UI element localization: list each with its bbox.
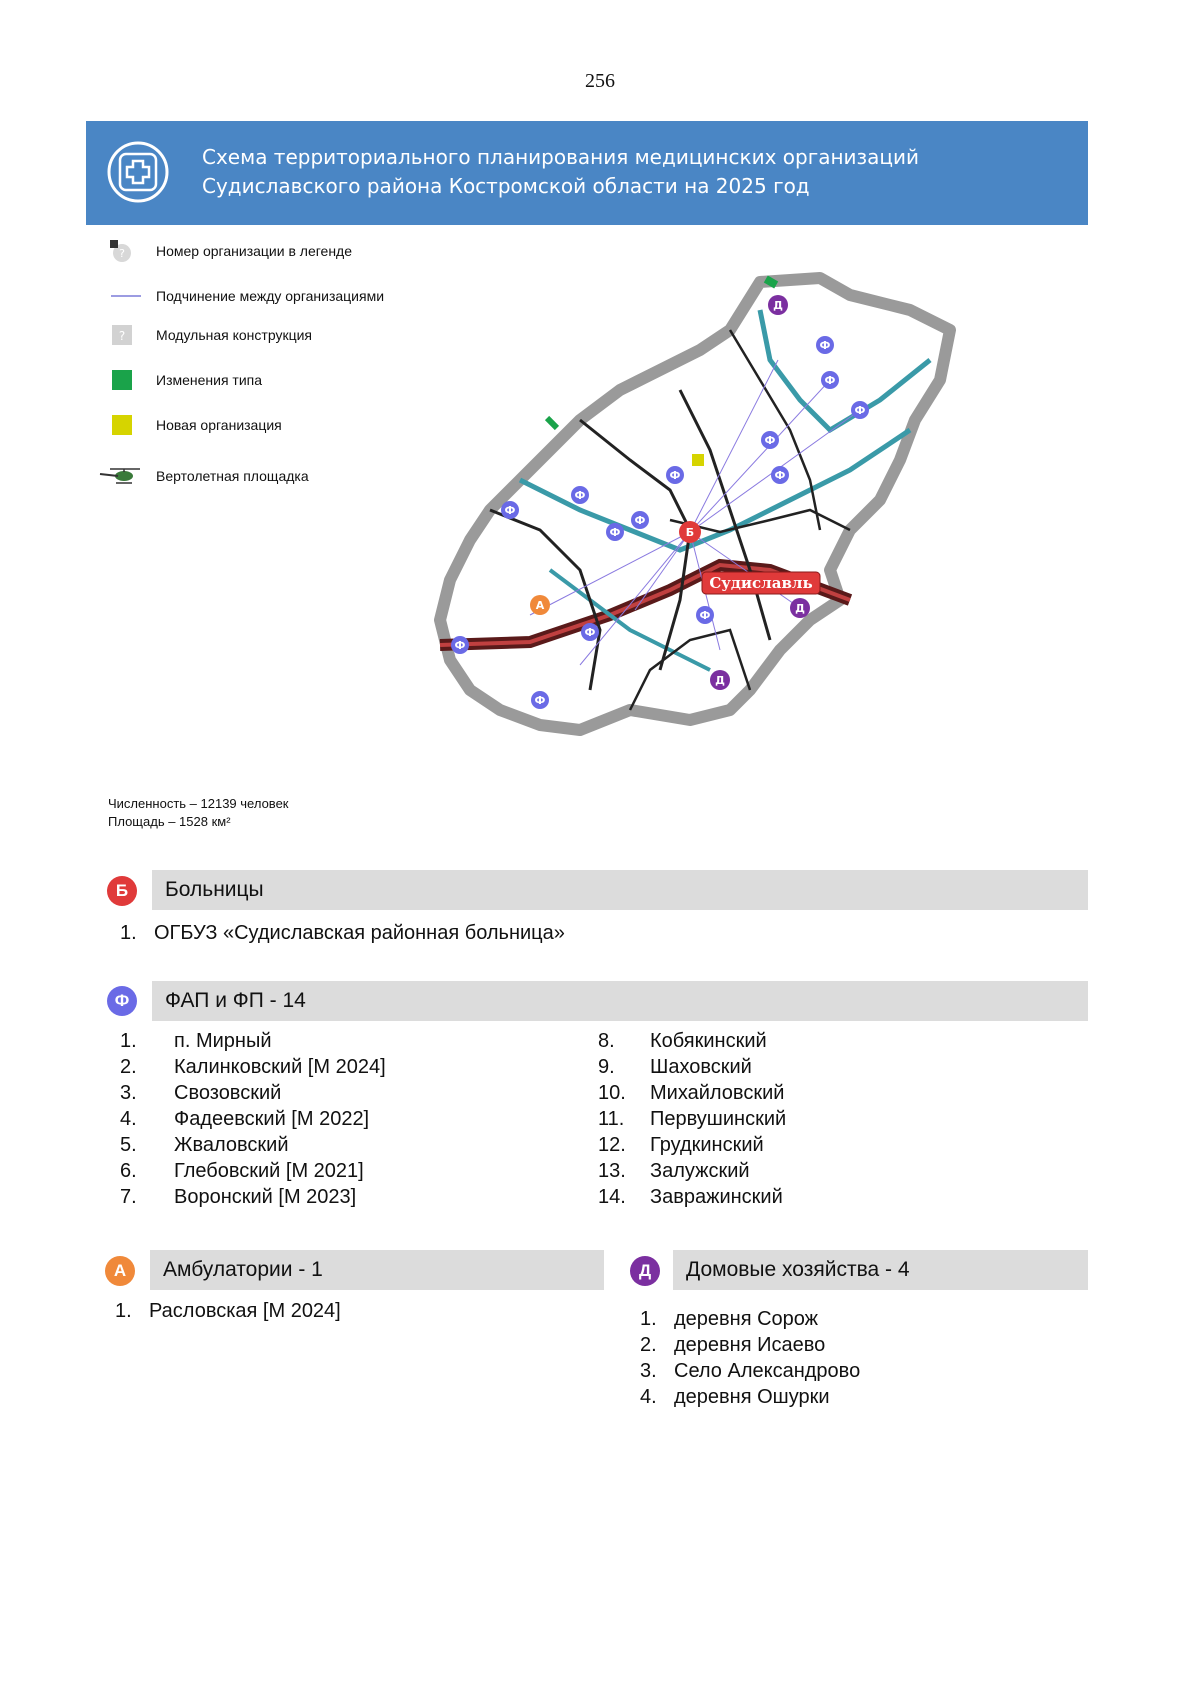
legend-item-type-change: [96, 365, 262, 395]
fap-list-col1: [120, 1028, 386, 1210]
list-item-number: 3.: [640, 1360, 657, 1382]
population-text: Численность – 12139 человек: [108, 796, 289, 811]
map-household-marker-label: Д: [715, 674, 725, 687]
list-item-number: 3.: [120, 1082, 137, 1104]
new-organization-icon: [96, 410, 146, 440]
households-badge: Д: [630, 1256, 660, 1286]
banner-title: [202, 143, 1062, 201]
medical-cross-icon: [106, 140, 170, 204]
map-fap-marker-label: Ф: [454, 639, 466, 652]
ambulatories-title: Амбулатории - 1: [163, 1258, 323, 1281]
modular-construction-icon: [96, 320, 146, 350]
number-badge-icon: [96, 236, 146, 266]
list-item: [598, 1080, 786, 1106]
legend-label: Подчинение между организациями: [156, 288, 385, 304]
list-item-number: 4.: [640, 1386, 657, 1408]
map-fap-marker-label: Ф: [574, 489, 586, 502]
list-item-number: 6.: [120, 1160, 137, 1182]
list-item-number: 10.: [598, 1082, 626, 1104]
area-text: Площадь – 1528 км²: [108, 814, 231, 829]
list-item-name: деревня Сорож: [674, 1308, 819, 1330]
hospitals-title: Больницы: [165, 878, 264, 901]
svg-text:?: ?: [118, 329, 126, 343]
list-item-number: 9.: [598, 1056, 615, 1078]
list-item: [120, 1080, 386, 1106]
hospitals-header-bar: [152, 870, 1088, 910]
map-fap-marker-label: Ф: [854, 404, 866, 417]
map-fap-marker-label: Ф: [634, 514, 646, 527]
legend-label: Изменения типа: [156, 372, 263, 388]
list-item: [115, 1298, 341, 1324]
district-stats: [108, 795, 288, 831]
list-item-number: 13.: [598, 1160, 626, 1182]
legend-label: Номер организации в легенде: [156, 243, 352, 259]
list-item-name: Воронский [М 2023]: [174, 1186, 357, 1208]
list-item-number: 12.: [598, 1134, 626, 1156]
list-item-number: 1.: [120, 922, 137, 944]
list-item-number: 2.: [120, 1056, 137, 1078]
list-item: [640, 1306, 860, 1332]
list-item-name: Залужский: [650, 1160, 750, 1182]
ambulatories-badge: А: [105, 1256, 135, 1286]
list-item-number: 14.: [598, 1186, 626, 1208]
map-household-marker-label: Д: [773, 299, 783, 312]
svg-text:?: ?: [119, 247, 125, 260]
list-item-name: Завражинский: [650, 1186, 783, 1208]
map-fap-marker-label: Ф: [819, 339, 831, 352]
list-item: [640, 1358, 860, 1384]
list-item: [598, 1132, 786, 1158]
list-item-name: Глебовский [М 2021]: [174, 1160, 364, 1182]
list-item: [598, 1158, 786, 1184]
fap-title: ФАП и ФП - 14: [165, 989, 306, 1012]
page-number: 256: [585, 70, 615, 92]
list-item-name: Жваловский: [174, 1134, 289, 1156]
list-item-number: 1.: [120, 1030, 137, 1052]
map-fap-marker-label: Ф: [764, 434, 776, 447]
list-item: [120, 1158, 386, 1184]
list-item-number: 11.: [598, 1108, 625, 1130]
list-item: [598, 1184, 786, 1210]
legend-label: Вертолетная площадка: [156, 468, 309, 484]
list-item-number: 1.: [640, 1308, 657, 1330]
list-item-number: 7.: [120, 1186, 137, 1208]
list-item: [598, 1028, 786, 1054]
district-map: [430, 270, 1040, 790]
legend-item-modular: [96, 320, 312, 350]
list-item-name: Кобякинский: [650, 1030, 767, 1052]
list-item: [120, 1028, 386, 1054]
type-change-icon: [96, 365, 146, 395]
map-fap-marker-label: Ф: [534, 694, 546, 707]
legend-item-subordination: [96, 281, 384, 311]
list-item-number: 2.: [640, 1334, 657, 1356]
map-fap-marker-label: Ф: [504, 504, 516, 517]
list-item-number: 8.: [598, 1030, 615, 1052]
households-list: [640, 1306, 860, 1410]
subordination-line-icon: [96, 281, 146, 311]
list-item: [640, 1384, 860, 1410]
list-item-name: деревня Исаево: [674, 1334, 826, 1356]
list-item-name: Калинковский [М 2024]: [174, 1056, 386, 1078]
legend-label: Модульная конструкция: [156, 327, 312, 343]
list-item: [598, 1054, 786, 1080]
list-item-name: Шаховский: [650, 1056, 752, 1078]
legend-item-new-org: [96, 410, 282, 440]
list-item-name: Михайловский: [650, 1082, 785, 1104]
map-fap-marker-label: Ф: [669, 469, 681, 482]
list-item-number: 1.: [115, 1300, 132, 1322]
map-city-label: Судиславль: [709, 574, 813, 592]
list-item-name: деревня Ошурки: [674, 1386, 830, 1408]
list-item-name: Грудкинский: [650, 1134, 764, 1156]
list-item: [120, 1184, 386, 1210]
hospitals-list: [120, 920, 565, 946]
ambulatories-list: [115, 1298, 341, 1324]
list-item: [120, 1132, 386, 1158]
list-item-name: ОГБУЗ «Судиславская районная больница»: [154, 922, 565, 944]
list-item-name: Свозовский: [174, 1082, 282, 1104]
households-title: Домовые хозяйства - 4: [686, 1258, 910, 1281]
fap-badge: Ф: [107, 986, 137, 1016]
list-item-name: п. Мирный: [174, 1030, 272, 1052]
map-fap-marker-label: Ф: [774, 469, 786, 482]
list-item-name: Первушинский: [650, 1108, 787, 1130]
list-item: [640, 1332, 860, 1358]
map-fap-marker-label: Ф: [699, 609, 711, 622]
banner-title-line1: Схема территориального планирования медицинских организаций: [202, 145, 920, 169]
list-item-number: 5.: [120, 1134, 137, 1156]
map-fap-marker-label: Ф: [609, 526, 621, 539]
list-item-name: Фадеевский [М 2022]: [174, 1108, 370, 1130]
list-item: [120, 920, 565, 946]
banner-title-line2: Судиславского района Костромской области на 2025 год: [202, 174, 810, 198]
hospitals-badge: Б: [107, 876, 137, 906]
map-household-marker-label: Д: [795, 602, 805, 615]
legend-label: Новая организация: [156, 417, 282, 433]
list-item: [598, 1106, 786, 1132]
list-item: [120, 1054, 386, 1080]
list-item-name: Село Александрово: [674, 1360, 861, 1382]
map-fap-marker-label: Ф: [824, 374, 836, 387]
map-ambulatory-marker-label: А: [535, 599, 545, 612]
list-item-name: Расловская [М 2024]: [149, 1300, 341, 1322]
legend-item-helipad: [96, 461, 309, 491]
list-item-number: 4.: [120, 1108, 137, 1130]
map-hospital-marker-label: Б: [685, 526, 695, 539]
map-fap-marker-label: Ф: [584, 626, 596, 639]
list-item: [120, 1106, 386, 1132]
helicopter-icon: [96, 461, 146, 491]
fap-list-col2: [598, 1028, 786, 1210]
legend-item-number: [96, 236, 352, 266]
